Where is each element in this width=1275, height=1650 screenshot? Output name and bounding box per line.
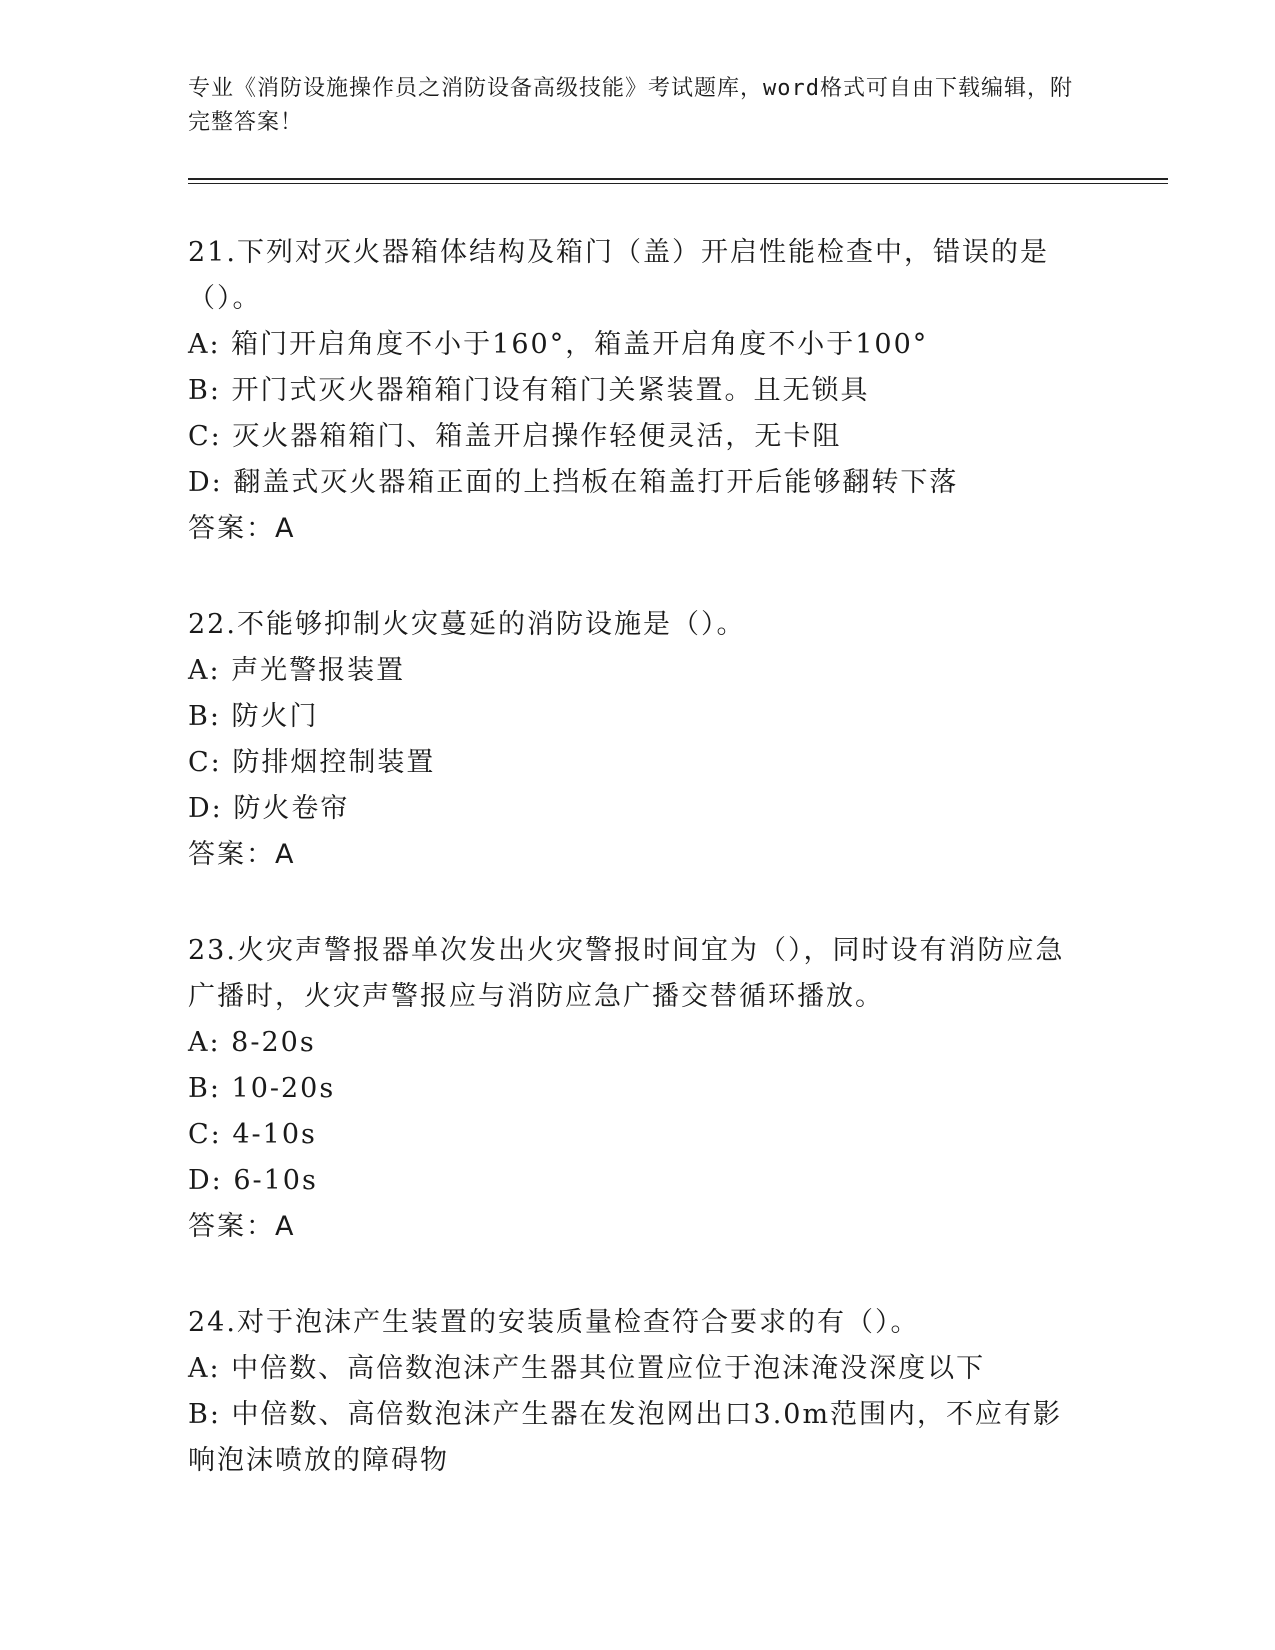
- option-a: A: 中倍数、高倍数泡沫产生器其位置应位于泡沫淹没深度以下: [188, 1353, 986, 1384]
- option-a: A: 声光警报装置: [188, 655, 406, 686]
- question-24: [188, 1300, 1088, 1484]
- option-b: B: 开门式灭火器箱箱门设有箱门关紧装置。且无锁具: [188, 375, 870, 406]
- option-b: B: 防火门: [188, 701, 319, 732]
- option-a: A: 8-20s: [188, 1027, 316, 1058]
- answer-line: 答案：A: [188, 839, 296, 870]
- document-header: 专业《消防设施操作员之消防设备高级技能》考试题库，word格式可自由下载编辑，附完整答案！: [188, 76, 1073, 135]
- question-list: [188, 230, 1088, 1534]
- option-b: B: 中倍数、高倍数泡沫产生器在发泡网出口3.0m范围内，不应有影响泡沫喷放的障碍物: [188, 1399, 1063, 1476]
- question-stem: 24.对于泡沫产生装置的安装质量检查符合要求的有（）。: [188, 1307, 920, 1338]
- option-d: D: 防火卷帘: [188, 793, 350, 824]
- option-d: D: 翻盖式灭火器箱正面的上挡板在箱盖打开后能够翻转下落: [188, 467, 959, 498]
- question-21: [188, 230, 1088, 552]
- question-stem: 21.下列对灭火器箱体结构及箱门（盖）开启性能检查中，错误的是（）。: [188, 237, 1049, 314]
- option-c: C: 灭火器箱箱门、箱盖开启操作轻便灵活，无卡阻: [188, 421, 842, 452]
- question-stem: 23.火灾声警报器单次发出火灾警报时间宜为（），同时设有消防应急广播时，火灾声警报应与消防应急广播交替循环播放。: [188, 935, 1065, 1012]
- option-d: D: 6-10s: [188, 1165, 318, 1196]
- answer-line: 答案：A: [188, 1211, 296, 1242]
- answer-line: 答案：A: [188, 513, 296, 544]
- question-23: [188, 928, 1088, 1250]
- option-a: A: 箱门开启角度不小于160°，箱盖开启角度不小于100°: [188, 329, 929, 360]
- header-divider: [188, 178, 1168, 180]
- header-divider-thin: [188, 183, 1168, 184]
- option-c: C: 防排烟控制装置: [188, 747, 436, 778]
- option-c: C: 4-10s: [188, 1119, 317, 1150]
- question-stem: 22.不能够抑制火灾蔓延的消防设施是（）。: [188, 609, 746, 640]
- option-b: B: 10-20s: [188, 1073, 336, 1104]
- question-22: [188, 602, 1088, 878]
